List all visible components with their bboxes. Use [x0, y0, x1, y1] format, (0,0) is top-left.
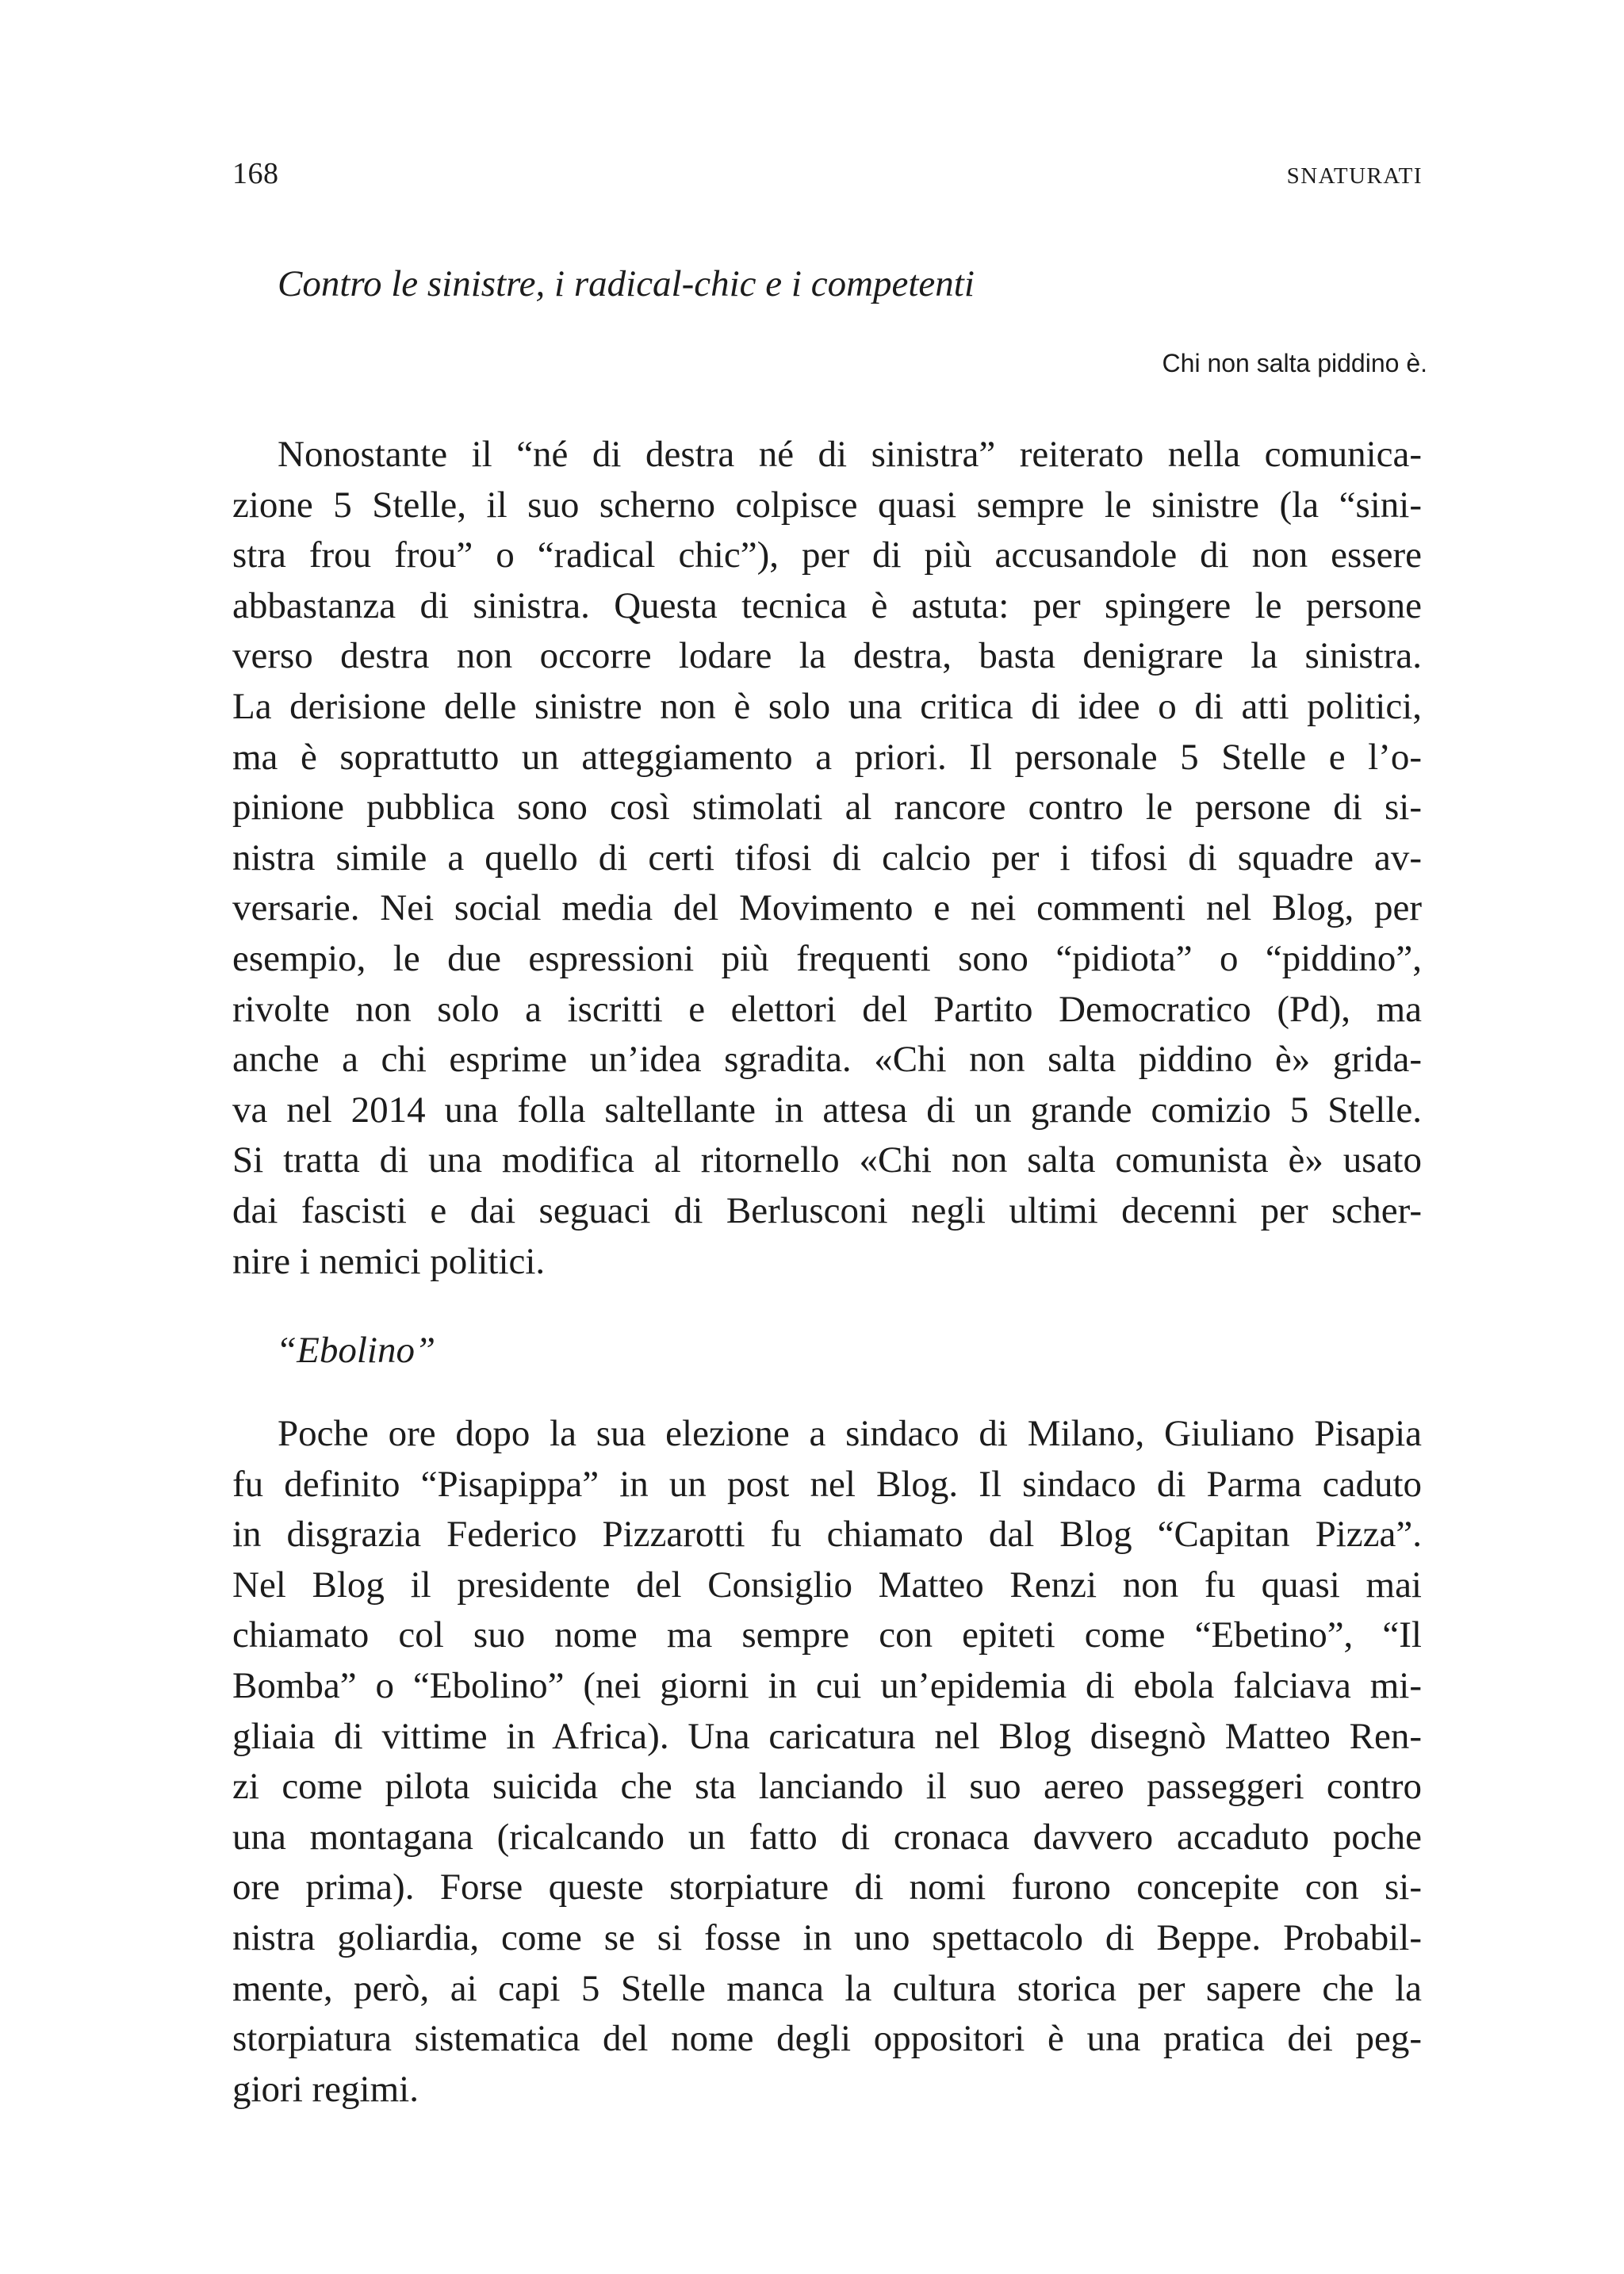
running-title: SNATURATI: [1286, 163, 1423, 189]
text-line: pinione pubblica sono così stimolati al rancore contro le persone di si-: [232, 787, 1422, 829]
text-line: nistra simile a quello di certi tifosi di calcio per i tifosi di squadre av-: [232, 836, 1422, 879]
text-line: gliaia di vittime in Africa). Una caricatura nel Blog disegnò Matteo Ren-: [232, 1715, 1422, 1757]
text-line: esempio, le due espressioni più frequenti sono “pidiota” o “piddino”,: [232, 937, 1422, 979]
text-line: zi come pilota suicida che sta lanciando il suo aereo passeggeri contro: [232, 1766, 1422, 1808]
text-line: Bomba” o “Ebolino” (nei giorni in cui un’epidemia di ebola falciava mi-: [232, 1664, 1422, 1706]
text-line: dai fascisti e dai seguaci di Berlusconi negli ultimi decenni per scher-: [232, 1189, 1422, 1231]
text-line: Nonostante il “né di destra né di sinistra” reiterato nella comunica-: [278, 434, 1422, 475]
text-line: anche a chi esprime un’idea sgradita. «Chi non salta piddino è» grida-: [232, 1039, 1422, 1081]
text-line: abbastanza di sinistra. Questa tecnica è astuta: per spingere le persone: [232, 584, 1422, 626]
text-line: fu definito “Pisapippa” in un post nel Blog. Il sindaco di Parma caduto: [232, 1463, 1422, 1505]
paragraph: [232, 430, 1422, 1287]
text-line: Nel Blog il presidente del Consiglio Matteo Renzi non fu quasi mai: [232, 1564, 1422, 1606]
text-line: Poche ore dopo la sua elezione a sindaco di Milano, Giuliano Pisapia: [278, 1413, 1422, 1454]
paragraph: [232, 1409, 1422, 2115]
text-line: storpiatura sistematica del nome degli oppositori è una pratica dei peg-: [232, 2018, 1422, 2060]
text-line: rivolte non solo a iscritti e elettori del Partito Democratico (Pd), ma: [232, 988, 1422, 1030]
text-line: nire i nemici politici.: [232, 1240, 546, 1282]
text-line: giori regimi.: [232, 2068, 419, 2110]
text-line: mente, però, ai capi 5 Stelle manca la cultura storica per sapere che la: [232, 1967, 1422, 2009]
text-line: una montagana (ricalcando un fatto di cronaca davvero accaduto poche: [232, 1816, 1422, 1858]
text-line: Si tratta di una modifica al ritornello «Chi non salta comunista è» usato: [232, 1139, 1422, 1181]
text-line: ma è soprattutto un atteggiamento a priori. Il personale 5 Stelle e l’o-: [232, 736, 1422, 778]
section-heading: Contro le sinistre, i radical-chic e i competenti: [278, 263, 975, 304]
text-line: versarie. Nei social media del Movimento e nei commenti nel Blog, per: [232, 887, 1422, 929]
text-line: chiamato col suo nome ma sempre con epiteti come “Ebetino”, “Il: [232, 1614, 1422, 1656]
text-line: stra frou frou” o “radical chic”), per di più accusandole di non essere: [232, 534, 1422, 576]
text-line: ore prima). Forse queste storpiature di nomi furono concepite con si-: [232, 1866, 1422, 1908]
text-line: verso destra non occorre lodare la destra, basta denigrare la sinistra.: [232, 635, 1422, 677]
text-line: zione 5 Stelle, il suo scherno colpisce quasi sempre le sinistre (la “sini-: [232, 484, 1422, 526]
text-line: nistra goliardia, come se si fosse in uno spettacolo di Beppe. Probabil-: [232, 1916, 1422, 1958]
text-line: in disgrazia Federico Pizzarotti fu chiamato dal Blog “Capitan Pizza”.: [232, 1514, 1422, 1556]
page-number: 168: [232, 157, 279, 190]
text-line: va nel 2014 una folla saltellante in attesa di un grande comizio 5 Stelle.: [232, 1089, 1422, 1131]
text-line: La derisione delle sinistre non è solo una critica di idee o di atti politici,: [232, 685, 1422, 727]
section-heading: “Ebolino”: [276, 1330, 436, 1371]
epigraph: Chi non salta piddino è.: [1162, 349, 1427, 377]
